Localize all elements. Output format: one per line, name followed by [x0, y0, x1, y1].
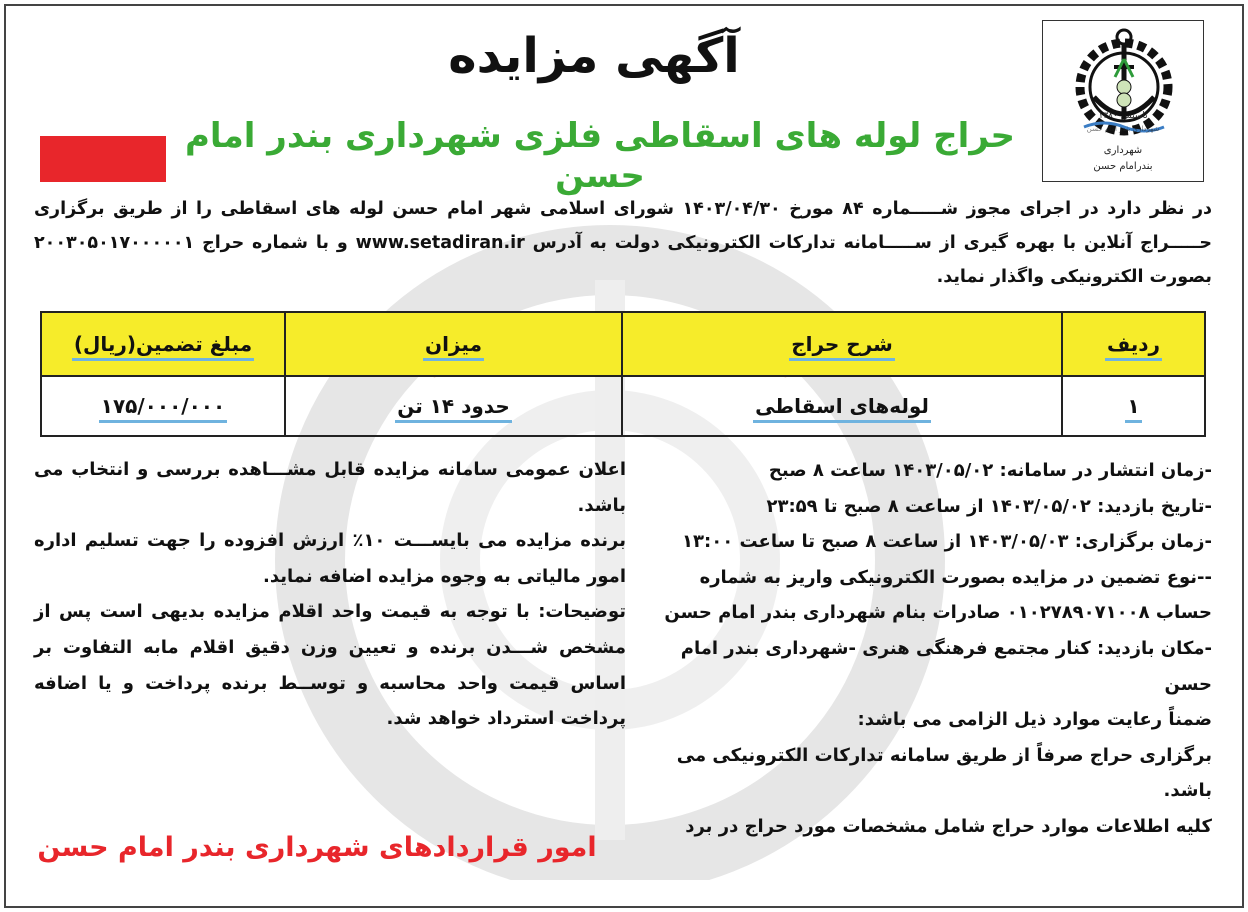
logo-ring-text: شهرداری بندر امام حسن: [1086, 125, 1160, 133]
notice-subtitle: حراج لوله های اسقاطی فلزی شهرداری بندر امام حسن: [185, 116, 1015, 196]
logo-founded: تاسیس ۱۳۸۰: [1098, 111, 1148, 121]
anchor-gear-emblem-icon: [1043, 21, 1205, 183]
intro-paragraph: در نظر دارد در اجرای مجوز شـــــماره ۸۴ مورخ ۱۴۰۳/۰۴/۳۰ شورای اسلامی شهر امام حسن لوله های اسقاطی را از طریق برگزاری حـــــراج آنلاین با بهره گیری از ســـــامانه تدارکات الکترونیکی دولت به آدرس www.setadiran.ir و با شماره حراج ۲۰۰۳۰۵۰۱۷۰۰۰۰۰۱ بصورت الکترونیکی واگذار نماید.: [34, 199, 1213, 287]
header-quantity: میزان: [285, 312, 622, 376]
table-header-row: [41, 312, 1205, 376]
logo-caption-line2: بندرامام حسن: [1093, 161, 1153, 172]
municipality-logo: [1042, 20, 1204, 182]
detail-auction-time: -زمان برگزاری: ۱۴۰۳/۰۵/۰۳ از ساعت ۸ صبح تا ساعت ۱۳:۰۰: [682, 531, 1212, 553]
header-row-number: ردیف: [1062, 312, 1205, 376]
note-vat: برنده مزایده می بایســـت ۱۰٪ ارزش افزوده را جهت تسلیم اداره امور مالیاتی به وجوه مزایده اضافه نماید.: [34, 530, 626, 587]
cell-quantity: حدود ۱۴ تن: [285, 376, 622, 436]
detail-publish-time: -زمان انتشار در سامانه: ۱۴۰۳/۰۵/۰۲ ساعت ۸ صبح: [768, 460, 1212, 481]
table-row: [41, 376, 1205, 436]
cell-guarantee-amount: ۱۷۵/۰۰۰/۰۰۰: [41, 376, 285, 436]
detail-requirement-2: کلیه اطلاعات موارد حراج شامل مشخصات مورد حراج در برد: [685, 815, 1212, 837]
header-guarantee-amount: مبلغ تضمین(ریال): [41, 312, 285, 376]
red-accent-block: [40, 136, 166, 182]
cell-row-number: ۱: [1062, 376, 1205, 436]
logo-caption-line1: شهرداری: [1103, 145, 1143, 156]
detail-guarantee-type: --نوع تضمین در مزایده بصورت الکترونیکی واریز به شماره حساب ۰۱۰۲۷۸۹۰۷۱۰۰۸ صادرات بنام شهرداری بندر امام حسن: [664, 566, 1212, 624]
footer-signature: امور قراردادهای شهرداری بندر امام حسن: [37, 832, 597, 863]
details-column: [652, 453, 1212, 845]
header-description: شرح حراج: [622, 312, 1062, 376]
detail-requirements-heading: ضمناً رعایت موارد ذیل الزامی می باشد:: [857, 709, 1212, 731]
notice-title: آگهی مزایده: [448, 28, 740, 84]
auction-table: [40, 311, 1206, 437]
detail-visit-date: -تاریخ بازدید: ۱۴۰۳/۰۵/۰۲ از ساعت ۸ صبح تا ۲۳:۵۹: [766, 495, 1212, 517]
note-public-announcement: اعلان عمومی سامانه مزایده قابل مشـــاهده بررسی و انتخاب می باشد.: [34, 459, 626, 516]
cell-description: لوله‌های اسقاطی: [622, 376, 1062, 436]
detail-requirement-1: برگزاری حراج صرفاً از طریق سامانه تدارکات الکترونیکی می باشد.: [676, 744, 1212, 802]
detail-visit-place: -مکان بازدید: کنار مجتمع فرهنگی هنری -شهرداری بندر امام حسن: [680, 637, 1212, 695]
note-explanations: توضیحات: با توجه به قیمت واحد اقلام مزایده بدیهی است پس از مشخص شـــدن برنده و تعیین وزن دقیق اقلام مابه التفاوت بر اساس قیمت واحد محاسبه و توســط برنده پرداخت و یا اضافه پرداخت استرداد خواهد شد.: [34, 601, 626, 730]
notes-column: [34, 452, 626, 737]
